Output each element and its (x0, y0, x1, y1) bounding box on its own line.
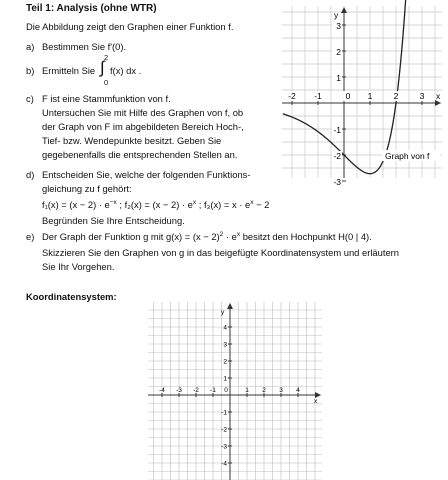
task-c-line: gegebenenfalls die entsprechenden Stellen an. (42, 149, 238, 160)
y-tick-label: 1 (223, 375, 227, 383)
integrand: f(x) dx . (110, 65, 142, 76)
function-f2: f₂(x) = (x − 2) · e (124, 199, 193, 210)
integral-upper-bound: 2 (104, 53, 109, 62)
x-tick-label: 4 (296, 387, 300, 394)
x-tick-label: -2 (288, 91, 296, 101)
function-options: $f_1(x) = (x - 2) \cdot e^{-x}$ ; $f_2(x) = (x - 2) \cdot e^x$ ; $f_3(x) = x \cdot e^x - 2$ (42, 199, 270, 210)
y-tick-label: -3 (221, 443, 227, 451)
graph-of-f (282, 6, 442, 187)
y-tick-label: -2 (221, 426, 227, 434)
x-tick-label: 2 (393, 91, 399, 101)
y-axis-arrow-icon (227, 303, 233, 309)
x-tick-label: 3 (279, 387, 283, 394)
integral-lower-bound: 0 (104, 78, 109, 87)
y-axis-label: y (221, 309, 225, 316)
x-tick-label: 0 (345, 91, 351, 101)
coordinate-system (148, 302, 322, 480)
task-d-label: d) (26, 169, 35, 180)
task-e-line2: Skizzieren Sie den Graphen von g in das beigefügte Koordinatensystem und erläutern (42, 247, 399, 258)
y-tick-label: -2 (333, 151, 341, 161)
task-a-text: Bestimmen Sie f'(0). (42, 41, 127, 52)
coord-heading: Koordinatensystem: (26, 291, 117, 302)
x-tick-label: -1 (314, 91, 322, 101)
x-axis-label: x (314, 398, 318, 405)
y-tick-label: -3 (333, 177, 341, 187)
function-f3: f₃(x) = x · e (203, 199, 251, 210)
task-e-line1: Der Graph der Funktion g mit $g(x) = (x - 2)^2 \cdot e^x$ besitzt den Hochpunkt H(0 | 4). (42, 231, 372, 242)
x-tick-label: -3 (176, 387, 182, 394)
x-tick-label: 1 (367, 91, 373, 101)
curve-label: Graph von f (385, 151, 430, 161)
task-e-label: e) (26, 231, 35, 242)
task-c-label: c) (26, 93, 34, 104)
y-tick-label: 1 (336, 73, 341, 83)
x-tick-label: 3 (419, 91, 425, 101)
y-tick-label: -1 (221, 409, 227, 417)
x-tick-label: -1 (210, 387, 216, 394)
y-tick-label: 2 (223, 358, 227, 366)
y-axis-label: y (334, 10, 339, 20)
task-c-line: der Graph von F im abgebildeten Bereich Hoch-, (42, 121, 244, 132)
task-c-line: Untersuchen Sie mit Hilfe des Graphen von f, ob (42, 107, 244, 118)
task-d-last: Begründen Sie Ihre Entscheidung. (42, 215, 185, 226)
task-a-label: a) (26, 41, 35, 52)
y-axis-arrow-icon (341, 7, 347, 13)
task-b-text: Ermitteln Sie (42, 65, 96, 76)
page-title: Teil 1: Analysis (ohne WTR) (26, 3, 157, 14)
y-tick-label: 4 (223, 324, 227, 332)
x-tick-label: -2 (193, 387, 199, 394)
task-c-line: Tief- bzw. Wendepunkte besitzt. Geben Sie (42, 135, 222, 146)
y-tick-label: -4 (221, 460, 227, 468)
task-d-line: gleichung zu f gehört: (42, 183, 132, 194)
x-tick-label: 1 (245, 387, 249, 394)
x-tick-label: 0 (224, 387, 228, 394)
function-f1: f₁(x) = (x − 2) · e (42, 199, 110, 210)
y-tick-label: 2 (336, 47, 341, 57)
integral-sign-icon: ∫ (100, 58, 105, 77)
intro-text: Die Abbildung zeigt den Graphen einer Funktion f. (26, 21, 234, 32)
task-e-line3: Sie Ihr Vorgehen. (42, 261, 115, 272)
x-axis-label: x (436, 91, 441, 101)
function-curve (283, 0, 408, 174)
x-tick-label: 2 (262, 387, 266, 394)
y-tick-label: -1 (333, 125, 341, 135)
y-tick-label: 3 (336, 21, 341, 31)
x-tick-label: -4 (159, 387, 165, 394)
task-b-label: b) (26, 65, 35, 76)
task-c-line: F ist eine Stammfunktion von f. (42, 93, 171, 104)
coord-axes (148, 303, 321, 480)
y-tick-label: 3 (223, 341, 227, 349)
task-d-line: Entscheiden Sie, welche der folgenden Funktions- (42, 169, 251, 180)
